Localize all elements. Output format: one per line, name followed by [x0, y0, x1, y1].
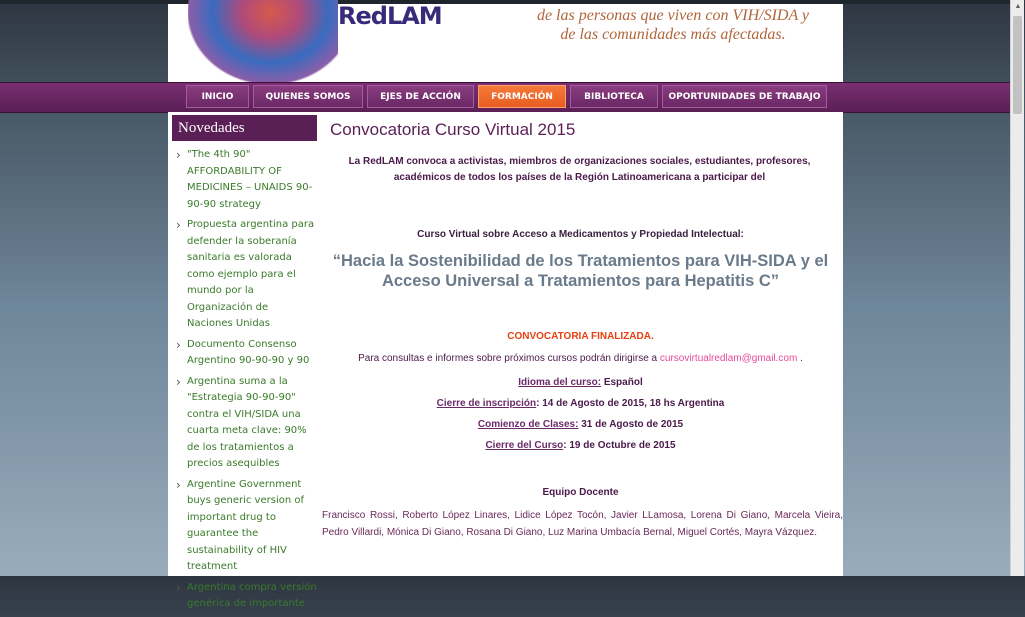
- site-header: [168, 4, 843, 82]
- nav-item-inicio[interactable]: INICIO: [186, 85, 249, 108]
- chevron-right-icon: ›: [176, 218, 181, 232]
- news-link[interactable]: Documento Consenso Argentino 90-90-90 y 90: [187, 338, 310, 366]
- scroll-up-arrow-icon[interactable]: ▲: [1014, 3, 1022, 10]
- nav-item-oportunidades-de-trabajo[interactable]: OPORTUNIDADES DE TRABAJO: [662, 85, 827, 108]
- chevron-right-icon: ›: [176, 580, 181, 595]
- nav-item-quienes-somos[interactable]: QUIENES SOMOS: [253, 85, 363, 108]
- news-item: [172, 580, 317, 613]
- news-item: [172, 147, 317, 213]
- contact-line: [318, 351, 843, 367]
- start-value: 31 de Agosto de 2015: [578, 419, 684, 430]
- chevron-right-icon: ›: [176, 337, 181, 352]
- main-navigation: [0, 82, 1010, 113]
- contact-tail: .: [800, 353, 803, 364]
- contact-email-link[interactable]: cursovirtualredlam@gmail.com: [659, 353, 798, 364]
- end-label: Cierre del Curso: [485, 440, 564, 451]
- news-link[interactable]: "The 4th 90" AFFORDABILITY OF MEDICINES – UNAIDS 90-90-90 strategy: [187, 149, 313, 210]
- team-title: Equipo Docente: [542, 487, 619, 498]
- nav-item-biblioteca[interactable]: BIBLIOTECA: [570, 85, 658, 108]
- status-notice: CONVOCATORIA FINALIZADA.: [507, 331, 654, 342]
- scrollbar-thumb[interactable]: [1013, 16, 1022, 114]
- news-link[interactable]: Argentine Government buys generic version of important drug to guarantee the sustainability of HIV treatment: [187, 478, 304, 572]
- language-info: [318, 377, 843, 388]
- end-value: : 19 de Octubre de 2015: [563, 440, 676, 451]
- nav-item-ejes-de-accion[interactable]: EJES DE ACCIÓN: [367, 85, 474, 108]
- sidebar: [172, 115, 317, 617]
- chevron-right-icon: ›: [176, 374, 181, 389]
- registration-label: Cierre de inscripción: [436, 398, 537, 409]
- tagline-line-1: de las personas que viven con VIH/SIDA y: [536, 7, 810, 24]
- contact-text: Para consultas e informes sobre próximos cursos podrán dirigirse a: [358, 353, 658, 364]
- content-area: [168, 112, 843, 609]
- sidebar-title: Novedades: [172, 115, 317, 141]
- news-list: [172, 147, 317, 613]
- chevron-right-icon: ›: [176, 148, 181, 162]
- news-link[interactable]: Argentina compra versión genérica de importante: [187, 581, 317, 609]
- page-title: Convocatoria Curso Virtual 2015: [330, 120, 576, 139]
- news-item: [172, 337, 317, 370]
- end-info: [318, 440, 843, 451]
- intro-paragraph: La RedLAM convoca a activistas, miembros de organizaciones sociales, estudiantes, profesores, académicos de todos los países de la Región Latinoamericana a participar del: [348, 156, 811, 183]
- chevron-right-icon: ›: [176, 477, 181, 492]
- start-info: [318, 419, 843, 430]
- news-link[interactable]: Argentina suma a la "Estrategia 90-90-90" contra el VIH/SIDA una cuarta meta clave: 90% de los tratamientos a precios asequibles: [187, 375, 307, 469]
- news-item: [172, 217, 317, 333]
- main-article: [318, 115, 843, 541]
- latin-america-map-logo: [188, 0, 338, 84]
- site-logo[interactable]: RedLAM: [338, 2, 442, 30]
- team-names: Francisco Rossi, Roberto López Linares, Lidice López Tocón, Javier LLamosa, Lorena Di Giano, Marcela Vieira, Pedro Villardi, Mónica Di Giano, Rosana Di Giano, Luz Marina Umbacía Bernal, Miguel Cortés, Mayra Vázquez.: [322, 510, 843, 538]
- tagline-line-2: de las comunidades más afectadas.: [560, 26, 786, 43]
- page-scrollbar[interactable]: [1010, 0, 1024, 576]
- nav-item-formacion[interactable]: FORMACIÓN: [478, 85, 566, 108]
- course-name: “Hacia la Sostenibilidad de los Tratamientos para VIH-SIDA y el Acceso Universal a Tratamientos para Hepatitis C”: [332, 252, 829, 290]
- site-tagline: [523, 6, 823, 44]
- start-label: Comienzo de Clases:: [477, 419, 579, 430]
- course-kind: Curso Virtual sobre Acceso a Medicamentos y Propiedad Intelectual:: [417, 229, 744, 240]
- news-link[interactable]: Propuesta argentina para defender la soberanía sanitaria es valorada como ejemplo para el mundo por la Organización de Naciones Unidas: [187, 219, 315, 329]
- registration-value: : 14 de Agosto de 2015, 18 hs Argentina: [536, 398, 725, 409]
- language-label: Idioma del curso:: [518, 377, 602, 388]
- news-item: [172, 374, 317, 473]
- language-value: Español: [601, 377, 643, 388]
- news-item: [172, 477, 317, 576]
- registration-info: [318, 398, 843, 409]
